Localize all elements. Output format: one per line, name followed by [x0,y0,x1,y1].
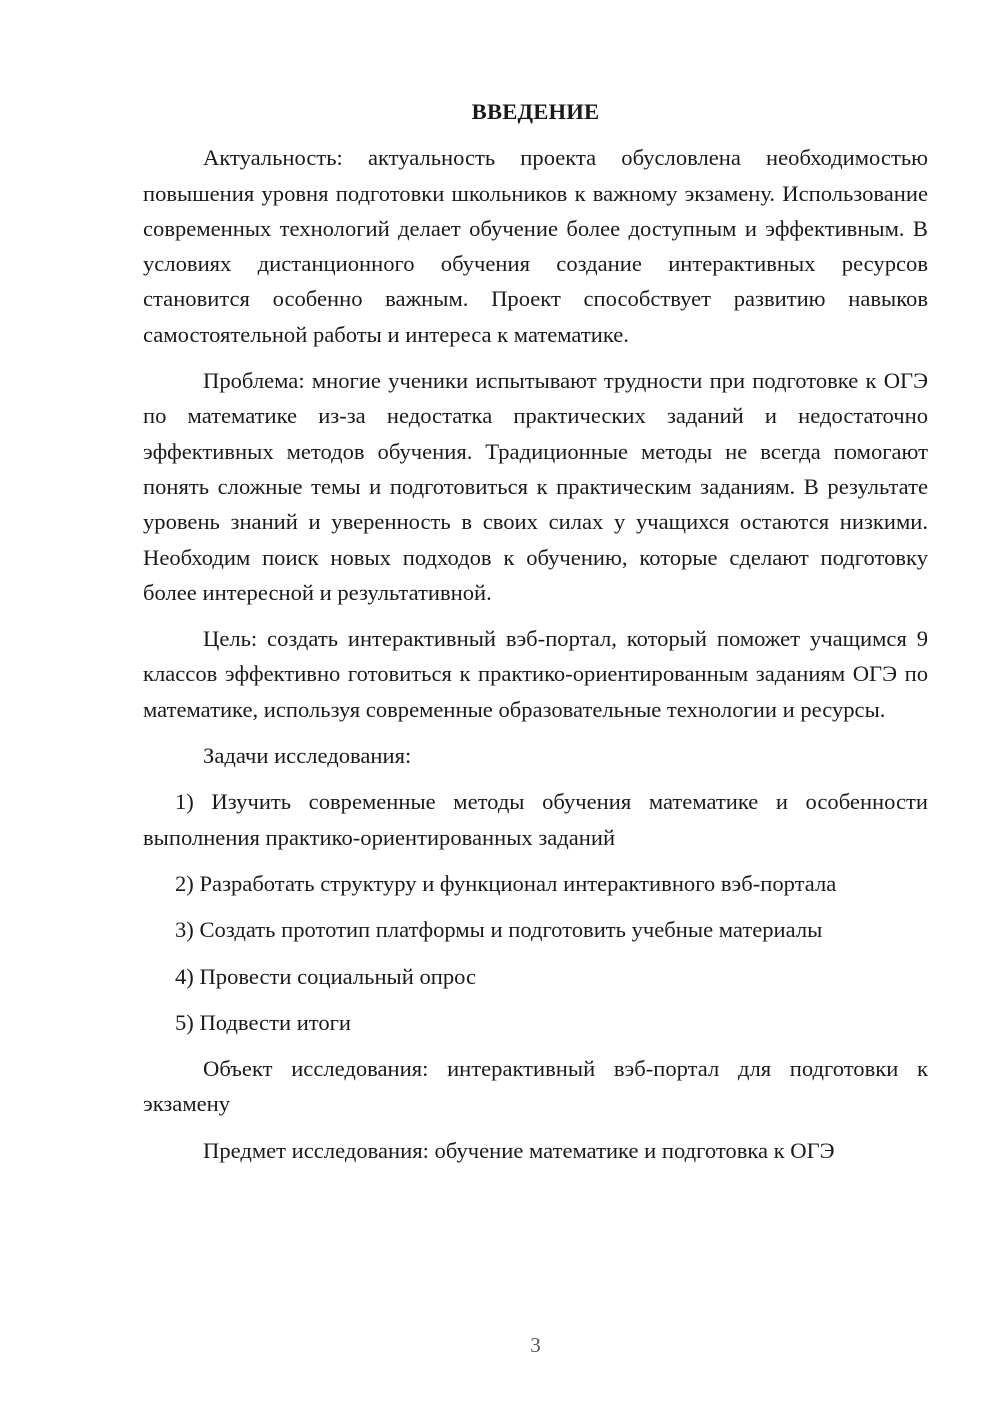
section-title: ВВЕДЕНИЕ [471,99,600,124]
task-item-4: 4) Провести социальный опрос [175,963,477,989]
paragraph-goal: Цель: создать интерактивный вэб-портал, который поможет учащимся 9 классов эффективно готовиться к практико-ориентированным заданиям ОГЭ по математике, используя современные образовательные технологии и ресурсы. [143,626,928,722]
paragraph-problem: Проблема: многие ученики испытывают трудности при подготовке к ОГЭ по математике из-за недостатка практических заданий и недостаточно эффективных методов обучения. Традиционные методы не всегда помогают понять сложные темы и подготовиться к практическим заданиям. В результате уровень знаний и уверенность в своих силах у учащихся остаются низкими. Необходим поиск новых подходов к обучению, которые сделают подготовку более интересной и результативной. [143,368,928,605]
page-number: 3 [530,1333,541,1357]
paragraph-object: Объект исследования: интерактивный вэб-портал для подготовки к экзамену [143,1056,928,1117]
task-item-3: 3) Создать прототип платформы и подготовить учебные материалы [175,917,823,943]
page-content [143,94,928,1179]
task-item-1: 1) Изучить современные методы обучения математике и особенности выполнения практико-ориентированных заданий [143,789,928,850]
tasks-heading: Задачи исследования: [203,743,412,769]
task-item-5: 5) Подвести итоги [175,1009,352,1035]
paragraph-subject: Предмет исследования: обучение математике и подготовка к ОГЭ [203,1137,835,1163]
paragraph-relevance: Актуальность: актуальность проекта обусловлена необходимостью повышения уровня подготовки школьников к важному экзамену. Использование современных технологий делает обучение более доступным и эффективным. В условиях дистанционного обучения создание интерактивных ресурсов становится особенно важным. Проект способствует развитию навыков самостоятельной работы и интереса к математике. [143,145,928,347]
task-item-2: 2) Разработать структуру и функционал интерактивного вэб-портала [175,870,837,896]
